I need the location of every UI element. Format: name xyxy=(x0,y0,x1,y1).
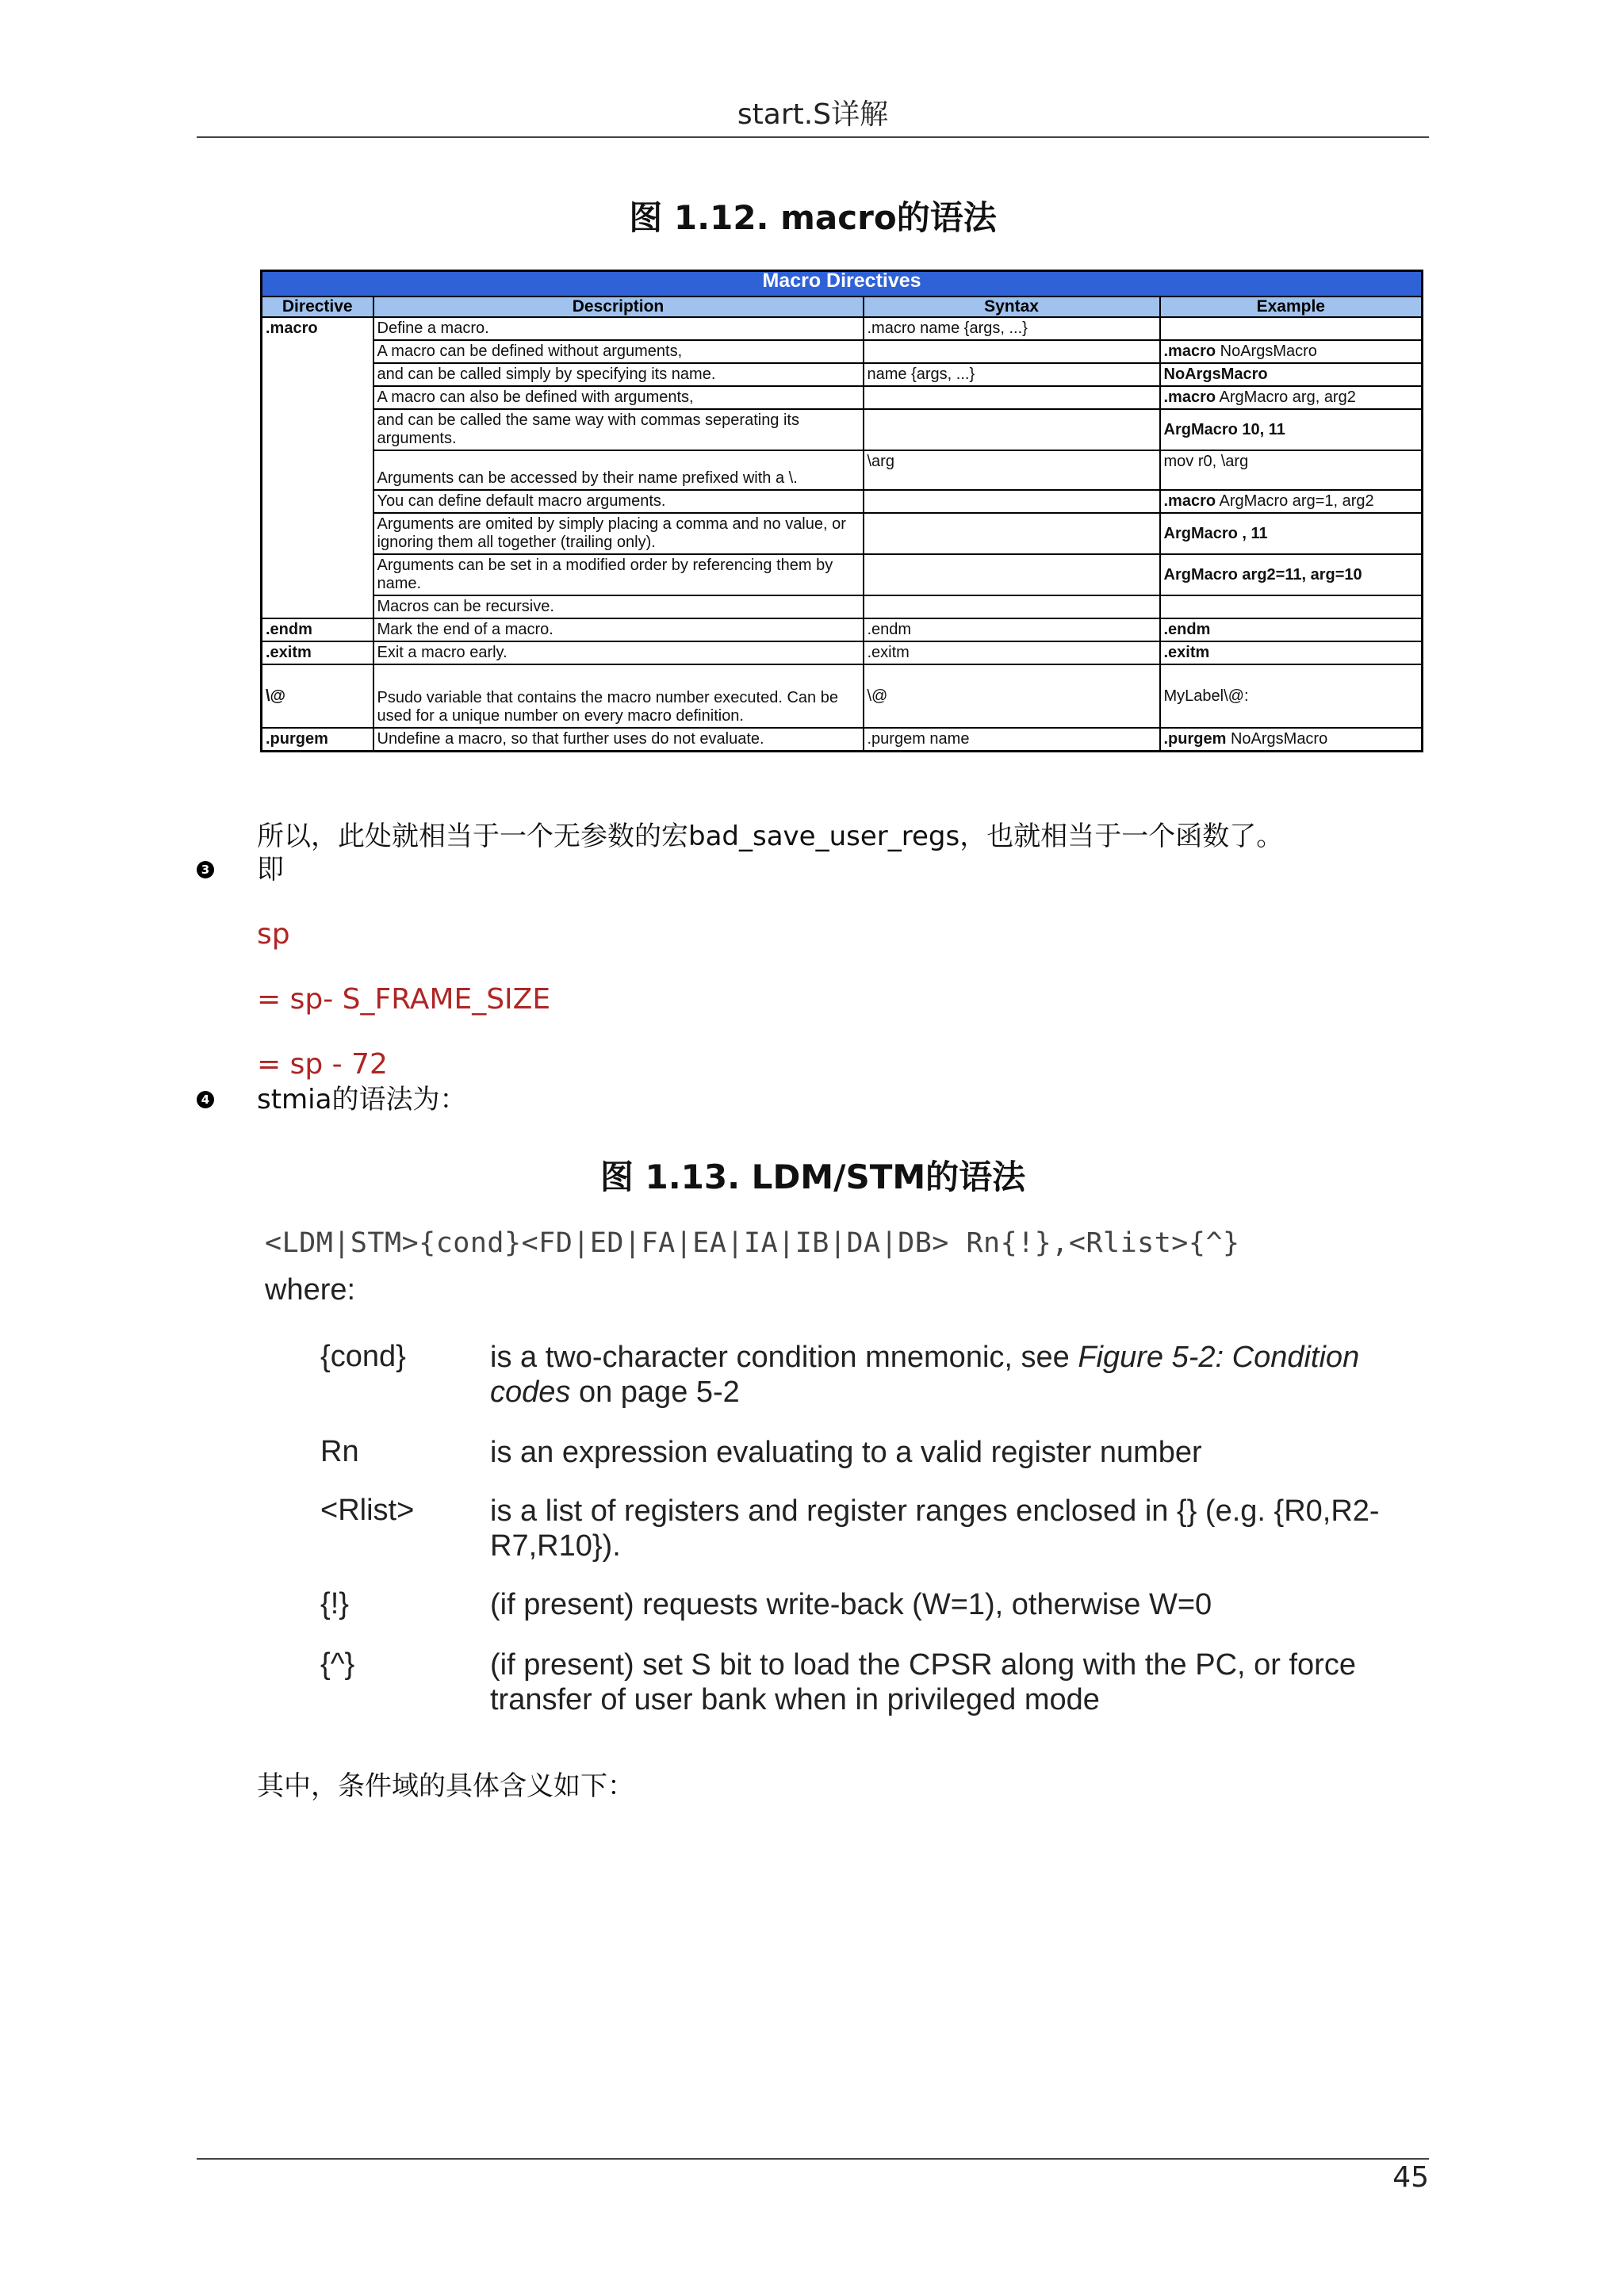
syntax-cell: name {args, ...} xyxy=(864,363,1160,386)
description-cell: Exit a macro early. xyxy=(373,641,864,664)
where-label: where: xyxy=(265,1273,356,1307)
example-text: NoArgsMacro xyxy=(1216,342,1317,360)
example-cell xyxy=(1160,728,1423,752)
column-header-description: Description xyxy=(373,297,864,317)
paragraph-stmia-syntax: stmia的语法为： xyxy=(257,1084,467,1115)
description-cell: Undefine a macro, so that further uses do not evaluate. xyxy=(373,728,864,752)
description-cell: Psudo variable that contains the macro number executed. Can be used for a unique number on every macro definition. xyxy=(373,664,864,728)
directive-cell xyxy=(262,409,373,450)
table-row xyxy=(262,728,1423,752)
directive-cell: .purgem xyxy=(262,728,373,752)
example-cell xyxy=(1160,513,1423,554)
table-row xyxy=(262,664,1423,728)
table-banner: Macro Directives xyxy=(262,271,1423,297)
table-row xyxy=(262,340,1423,363)
description-cell: Define a macro. xyxy=(373,317,864,340)
operand-term-cond: {cond} xyxy=(320,1340,406,1373)
description-cell: A macro can also be defined with arguments, xyxy=(373,386,864,409)
example-bold: .macro xyxy=(1163,342,1216,360)
syntax-cell: .purgem name xyxy=(864,728,1160,752)
directive-cell xyxy=(262,490,373,513)
description-cell: Arguments can be accessed by their name prefixed with a \. xyxy=(373,450,864,490)
syntax-cell: .macro name {args, ...} xyxy=(864,317,1160,340)
description-cell: Mark the end of a macro. xyxy=(373,618,864,641)
code-line-3: = sp - 72 xyxy=(257,1048,388,1081)
example-cell xyxy=(1160,664,1423,728)
operand-desc-writeback: (if present) requests write-back (W=1), otherwise W=0 xyxy=(490,1588,1212,1621)
table-row xyxy=(262,513,1423,554)
callout-3-icon: 3 xyxy=(197,861,214,878)
running-header: start.S详解 xyxy=(737,98,889,131)
directive-cell xyxy=(262,554,373,595)
description-cell: A macro can be defined without arguments, xyxy=(373,340,864,363)
operand-desc-rn: is an expression evaluating to a valid register number xyxy=(490,1436,1202,1469)
directive-cell xyxy=(262,340,373,363)
example-bold: .macro xyxy=(1163,388,1216,406)
footer-rule xyxy=(197,2158,1429,2160)
directive-cell xyxy=(262,386,373,409)
syntax-cell: .endm xyxy=(864,618,1160,641)
directive-cell xyxy=(262,363,373,386)
paragraph-ji: 即 xyxy=(257,854,284,886)
table-row xyxy=(262,641,1423,664)
page-number: 45 xyxy=(1392,2161,1429,2194)
example-bold: .endm xyxy=(1163,621,1211,638)
syntax-cell xyxy=(864,340,1160,363)
example-bold: .exitm xyxy=(1163,644,1210,661)
example-cell xyxy=(1160,363,1423,386)
operand-term-caret: {^} xyxy=(320,1647,355,1681)
directive-cell: .endm xyxy=(262,618,373,641)
syntax-cell xyxy=(864,554,1160,595)
example-bold: .macro xyxy=(1163,492,1216,510)
column-header-example: Example xyxy=(1160,297,1423,317)
example-cell xyxy=(1160,317,1423,340)
example-bold: .purgem xyxy=(1163,730,1227,748)
description-cell: Macros can be recursive. xyxy=(373,595,864,618)
operand-term-rn: Rn xyxy=(320,1435,359,1468)
code-line-2: = sp- S_FRAME_SIZE xyxy=(257,983,551,1016)
syntax-cell xyxy=(864,513,1160,554)
table-row xyxy=(262,618,1423,641)
callout-4-icon: 4 xyxy=(197,1091,214,1108)
example-text: MyLabel\@: xyxy=(1163,687,1249,705)
table-row xyxy=(262,554,1423,595)
table-row xyxy=(262,317,1423,340)
example-text: ArgMacro arg, arg2 xyxy=(1216,388,1356,406)
description-cell: You can define default macro arguments. xyxy=(373,490,864,513)
macro-directives-table xyxy=(260,270,1423,752)
operand-term-writeback: {!} xyxy=(320,1587,349,1621)
example-cell xyxy=(1160,386,1423,409)
directive-cell: \@ xyxy=(262,664,373,728)
table-row xyxy=(262,490,1423,513)
syntax-cell: \@ xyxy=(864,664,1160,728)
example-cell xyxy=(1160,618,1423,641)
syntax-cell xyxy=(864,386,1160,409)
example-cell xyxy=(1160,409,1423,450)
example-text: ArgMacro arg=1, arg2 xyxy=(1216,492,1374,510)
table-row xyxy=(262,363,1423,386)
example-bold: ArgMacro 10, 11 xyxy=(1163,420,1285,438)
column-header-directive: Directive xyxy=(262,297,373,317)
table-row xyxy=(262,595,1423,618)
example-bold: NoArgsMacro xyxy=(1163,365,1268,383)
operand-desc-rlist: is a list of registers and register ranges enclosed in {} (e.g. {R0,R2-R7,R10}). xyxy=(490,1494,1380,1563)
example-cell xyxy=(1160,450,1423,490)
figure-1-13-title: 图 1.13. LDM/STM的语法 xyxy=(599,1158,1026,1196)
example-cell xyxy=(1160,595,1423,618)
paragraph-macro-explanation: 所以，此处就相当于一个无参数的宏bad_save_user_regs，也就相当于一个函数了。 xyxy=(257,821,1284,852)
table-row xyxy=(262,386,1423,409)
description-cell: and can be called simply by specifying its name. xyxy=(373,363,864,386)
directive-cell: .macro xyxy=(262,317,373,340)
syntax-cell xyxy=(864,490,1160,513)
table-row xyxy=(262,450,1423,490)
figure-1-12-title: 图 1.12. macro的语法 xyxy=(629,198,997,237)
example-bold: ArgMacro arg2=11, arg=10 xyxy=(1163,565,1362,584)
description-cell: Arguments can be set in a modified order by referencing them by name. xyxy=(373,554,864,595)
column-header-syntax: Syntax xyxy=(864,297,1160,317)
directive-cell: .exitm xyxy=(262,641,373,664)
operand-desc-caret: (if present) set S bit to load the CPSR along with the PC, or force transfer of user bank when in privileged mode xyxy=(490,1648,1356,1716)
header-rule xyxy=(197,136,1429,138)
example-cell xyxy=(1160,340,1423,363)
directive-cell xyxy=(262,513,373,554)
directive-cell xyxy=(262,450,373,490)
paragraph-condition-field: 其中，条件域的具体含义如下： xyxy=(257,1770,634,1802)
example-bold: ArgMacro , 11 xyxy=(1163,524,1268,542)
description-cell: Arguments are omited by simply placing a comma and no value, or ignoring them all together (trailing only). xyxy=(373,513,864,554)
ldm-stm-syntax: <LDM|STM>{cond}<FD|ED|FA|EA|IA|IB|DA|DB> Rn{!},<Rlist>{^} xyxy=(265,1227,1240,1259)
operand-term-rlist: <Rlist> xyxy=(320,1494,415,1527)
syntax-cell: \arg xyxy=(864,450,1160,490)
syntax-cell xyxy=(864,595,1160,618)
example-cell xyxy=(1160,490,1423,513)
table-row xyxy=(262,409,1423,450)
example-cell xyxy=(1160,554,1423,595)
operand-desc-cond: is a two-character condition mnemonic, see Figure 5-2: Condition codes on page 5-2 xyxy=(490,1341,1360,1409)
example-cell xyxy=(1160,641,1423,664)
description-cell: and can be called the same way with commas seperating its arguments. xyxy=(373,409,864,450)
directive-cell xyxy=(262,595,373,618)
code-line-1: sp xyxy=(257,918,290,951)
example-text: NoArgsMacro xyxy=(1226,730,1328,748)
syntax-cell xyxy=(864,409,1160,450)
example-text: mov r0, \arg xyxy=(1163,453,1249,470)
syntax-cell: .exitm xyxy=(864,641,1160,664)
